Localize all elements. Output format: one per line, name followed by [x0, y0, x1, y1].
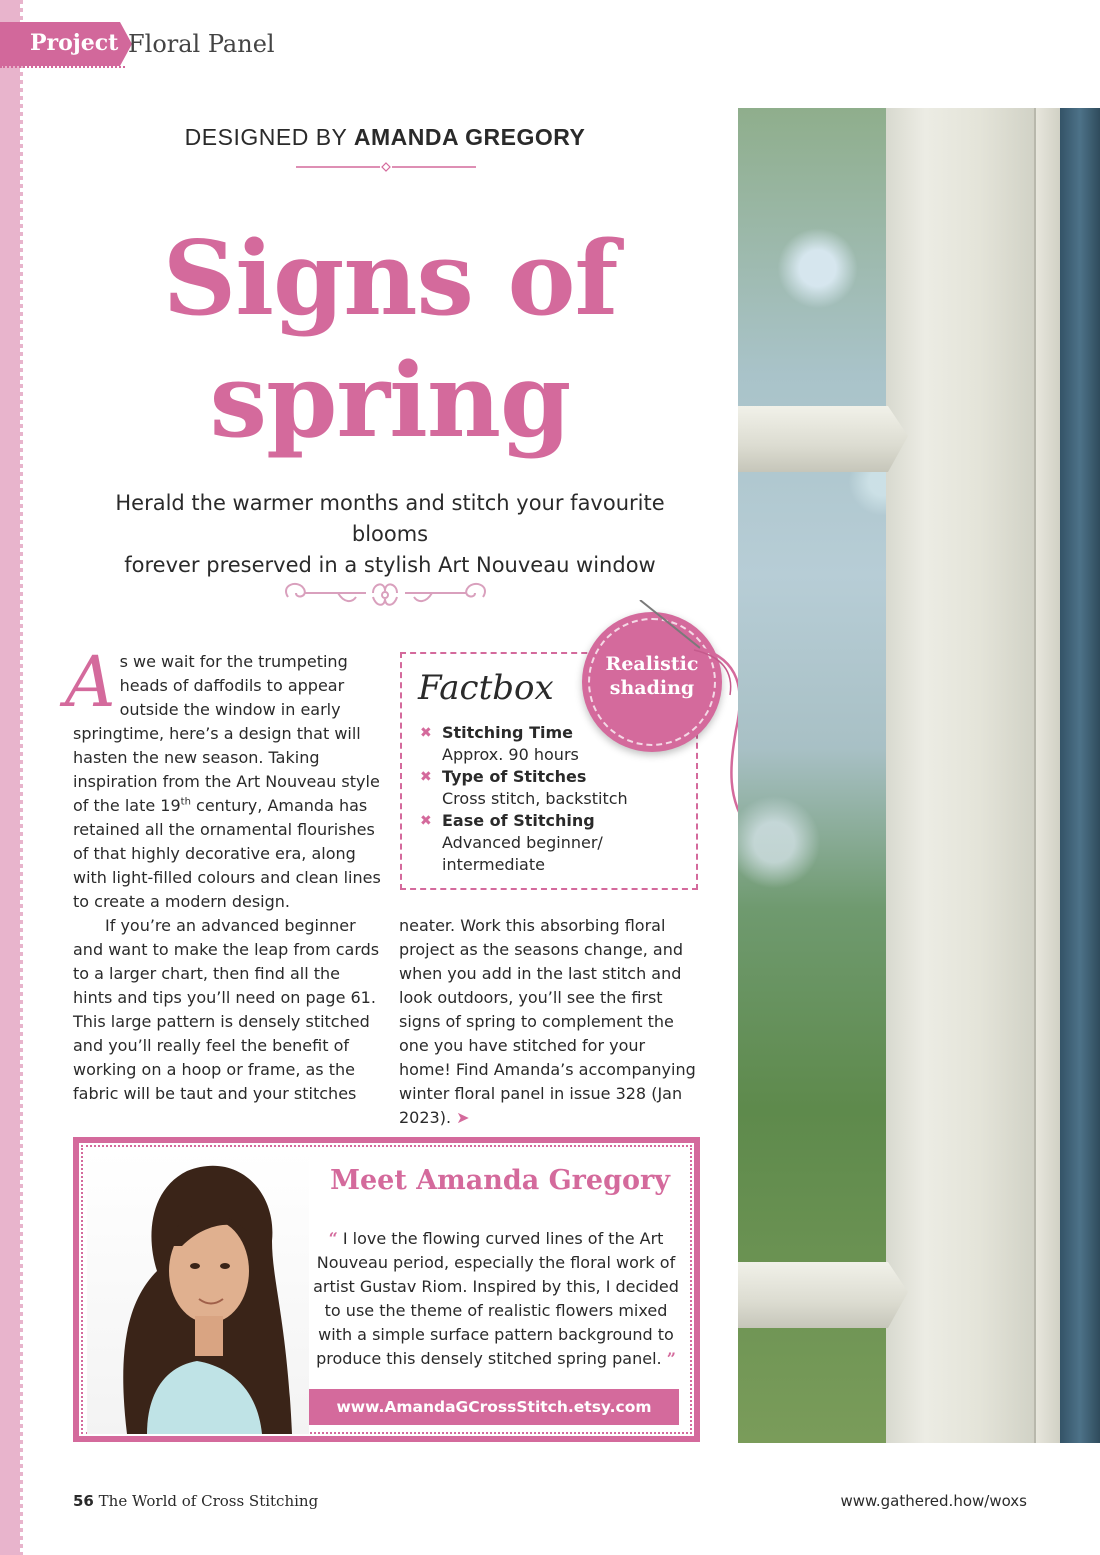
side-stripe — [0, 0, 20, 1555]
quote-text: I love the flowing curved lines of the Art Nouveau period, especially the floral work of artist Gustav Riom. Inspired by this, I decided to use the theme of realistic flowers mixed with a simple surface pattern background to produce this densely stitched spring panel. — [313, 1229, 679, 1368]
designer-portrait — [87, 1151, 309, 1434]
designer-profile-box — [73, 1137, 700, 1442]
divider — [0, 66, 125, 68]
byline — [100, 124, 670, 151]
window-sill — [738, 406, 908, 472]
fact-label: Ease of Stitching — [442, 811, 595, 830]
fact-value: Cross stitch, backstitch — [442, 789, 628, 808]
body-column-2 — [399, 914, 699, 1130]
etsy-link[interactable]: www.AmandaGCrossStitch.etsy.com — [309, 1389, 679, 1425]
byline-rule — [296, 162, 476, 172]
window-frame-dark — [1060, 108, 1100, 1443]
cross-stitch-icon: ✖ — [420, 813, 432, 829]
close-quote-icon: ” — [666, 1349, 676, 1368]
standfirst — [80, 488, 700, 581]
headline-line-1: Signs of — [162, 219, 618, 339]
paragraph-3-text: neater. Work this absorbing floral project as the seasons change, and when you add in the last stitch and look outdoors, you’ll see the first signs of spring to complement the one you have stitched for your home! Find Amanda’s accompanying winter floral panel in issue 328 (Jan 2023). — [399, 916, 696, 1127]
body-paragraph-2: If you’re an advanced beginner and want to make the leap from cards to a larger chart, then find all the hints and tips you’ll need on page 61. This large pattern is densely stitched and you’ll really feel the benefit of working on a hoop or frame, as the fabric will be taut and your stitches — [73, 916, 380, 1103]
badge-line-1: Realistic — [605, 653, 699, 675]
fact-value: Advanced beginner/ intermediate — [442, 833, 603, 874]
body-paragraph-1 — [65, 641, 383, 914]
standfirst-line-2: forever preserved in a stylish Art Nouveau window — [124, 553, 656, 577]
headline-line-2: spring — [209, 341, 571, 461]
cross-stitch-icon: ✖ — [420, 725, 432, 741]
paragraph-1-text: s we wait for the trumpeting heads of daffodils to appear outside the window in early springtime, here’s a design that will hasten the new season. Taking inspiration from the Art Nouveau style of the late 19 — [73, 652, 380, 815]
headline — [80, 218, 700, 462]
badge-line-2: shading — [609, 677, 695, 699]
page-number: 56 — [73, 1492, 94, 1510]
window-frame — [886, 108, 1041, 1443]
window-sill — [738, 1262, 908, 1328]
drop-cap: A — [65, 641, 116, 723]
section-tag-label: Project — [30, 30, 119, 56]
fact-value: Approx. 90 hours — [442, 745, 579, 764]
cross-stitch-icon: ✖ — [420, 769, 432, 785]
continue-arrow-icon: ➤ — [456, 1108, 470, 1127]
ordinal-suffix: th — [180, 796, 191, 808]
body-paragraph-3 — [399, 914, 699, 1130]
body-column-1 — [65, 641, 383, 1106]
designer-quote — [311, 1227, 681, 1371]
factbox-title: Factbox — [418, 668, 554, 708]
footer-website: www.gathered.how/woxs — [840, 1492, 1027, 1510]
flourish-ornament — [278, 575, 493, 615]
window-frame-edge — [1034, 108, 1062, 1443]
paragraph-1-text-end: century, Amanda has retained all the ornamental flourishes of that highly decorative era, along with light-filled colours and clean lines to create a modern design. — [73, 796, 381, 911]
footer-left — [73, 1492, 318, 1510]
fact-label: Type of Stitches — [442, 767, 587, 786]
open-quote-icon: “ — [328, 1229, 338, 1248]
portrait-illustration — [87, 1151, 309, 1434]
window-photo — [738, 108, 1100, 1443]
section-name: Floral Panel — [128, 30, 275, 58]
byline-prefix: DESIGNED BY — [184, 124, 347, 150]
byline-name: AMANDA GREGORY — [353, 124, 586, 150]
fact-label: Stitching Time — [442, 723, 573, 742]
profile-title: Meet Amanda Gregory — [330, 1165, 670, 1196]
magazine-name: The World of Cross Stitching — [98, 1492, 319, 1510]
standfirst-line-1: Herald the warmer months and stitch your favourite blooms — [115, 491, 665, 546]
